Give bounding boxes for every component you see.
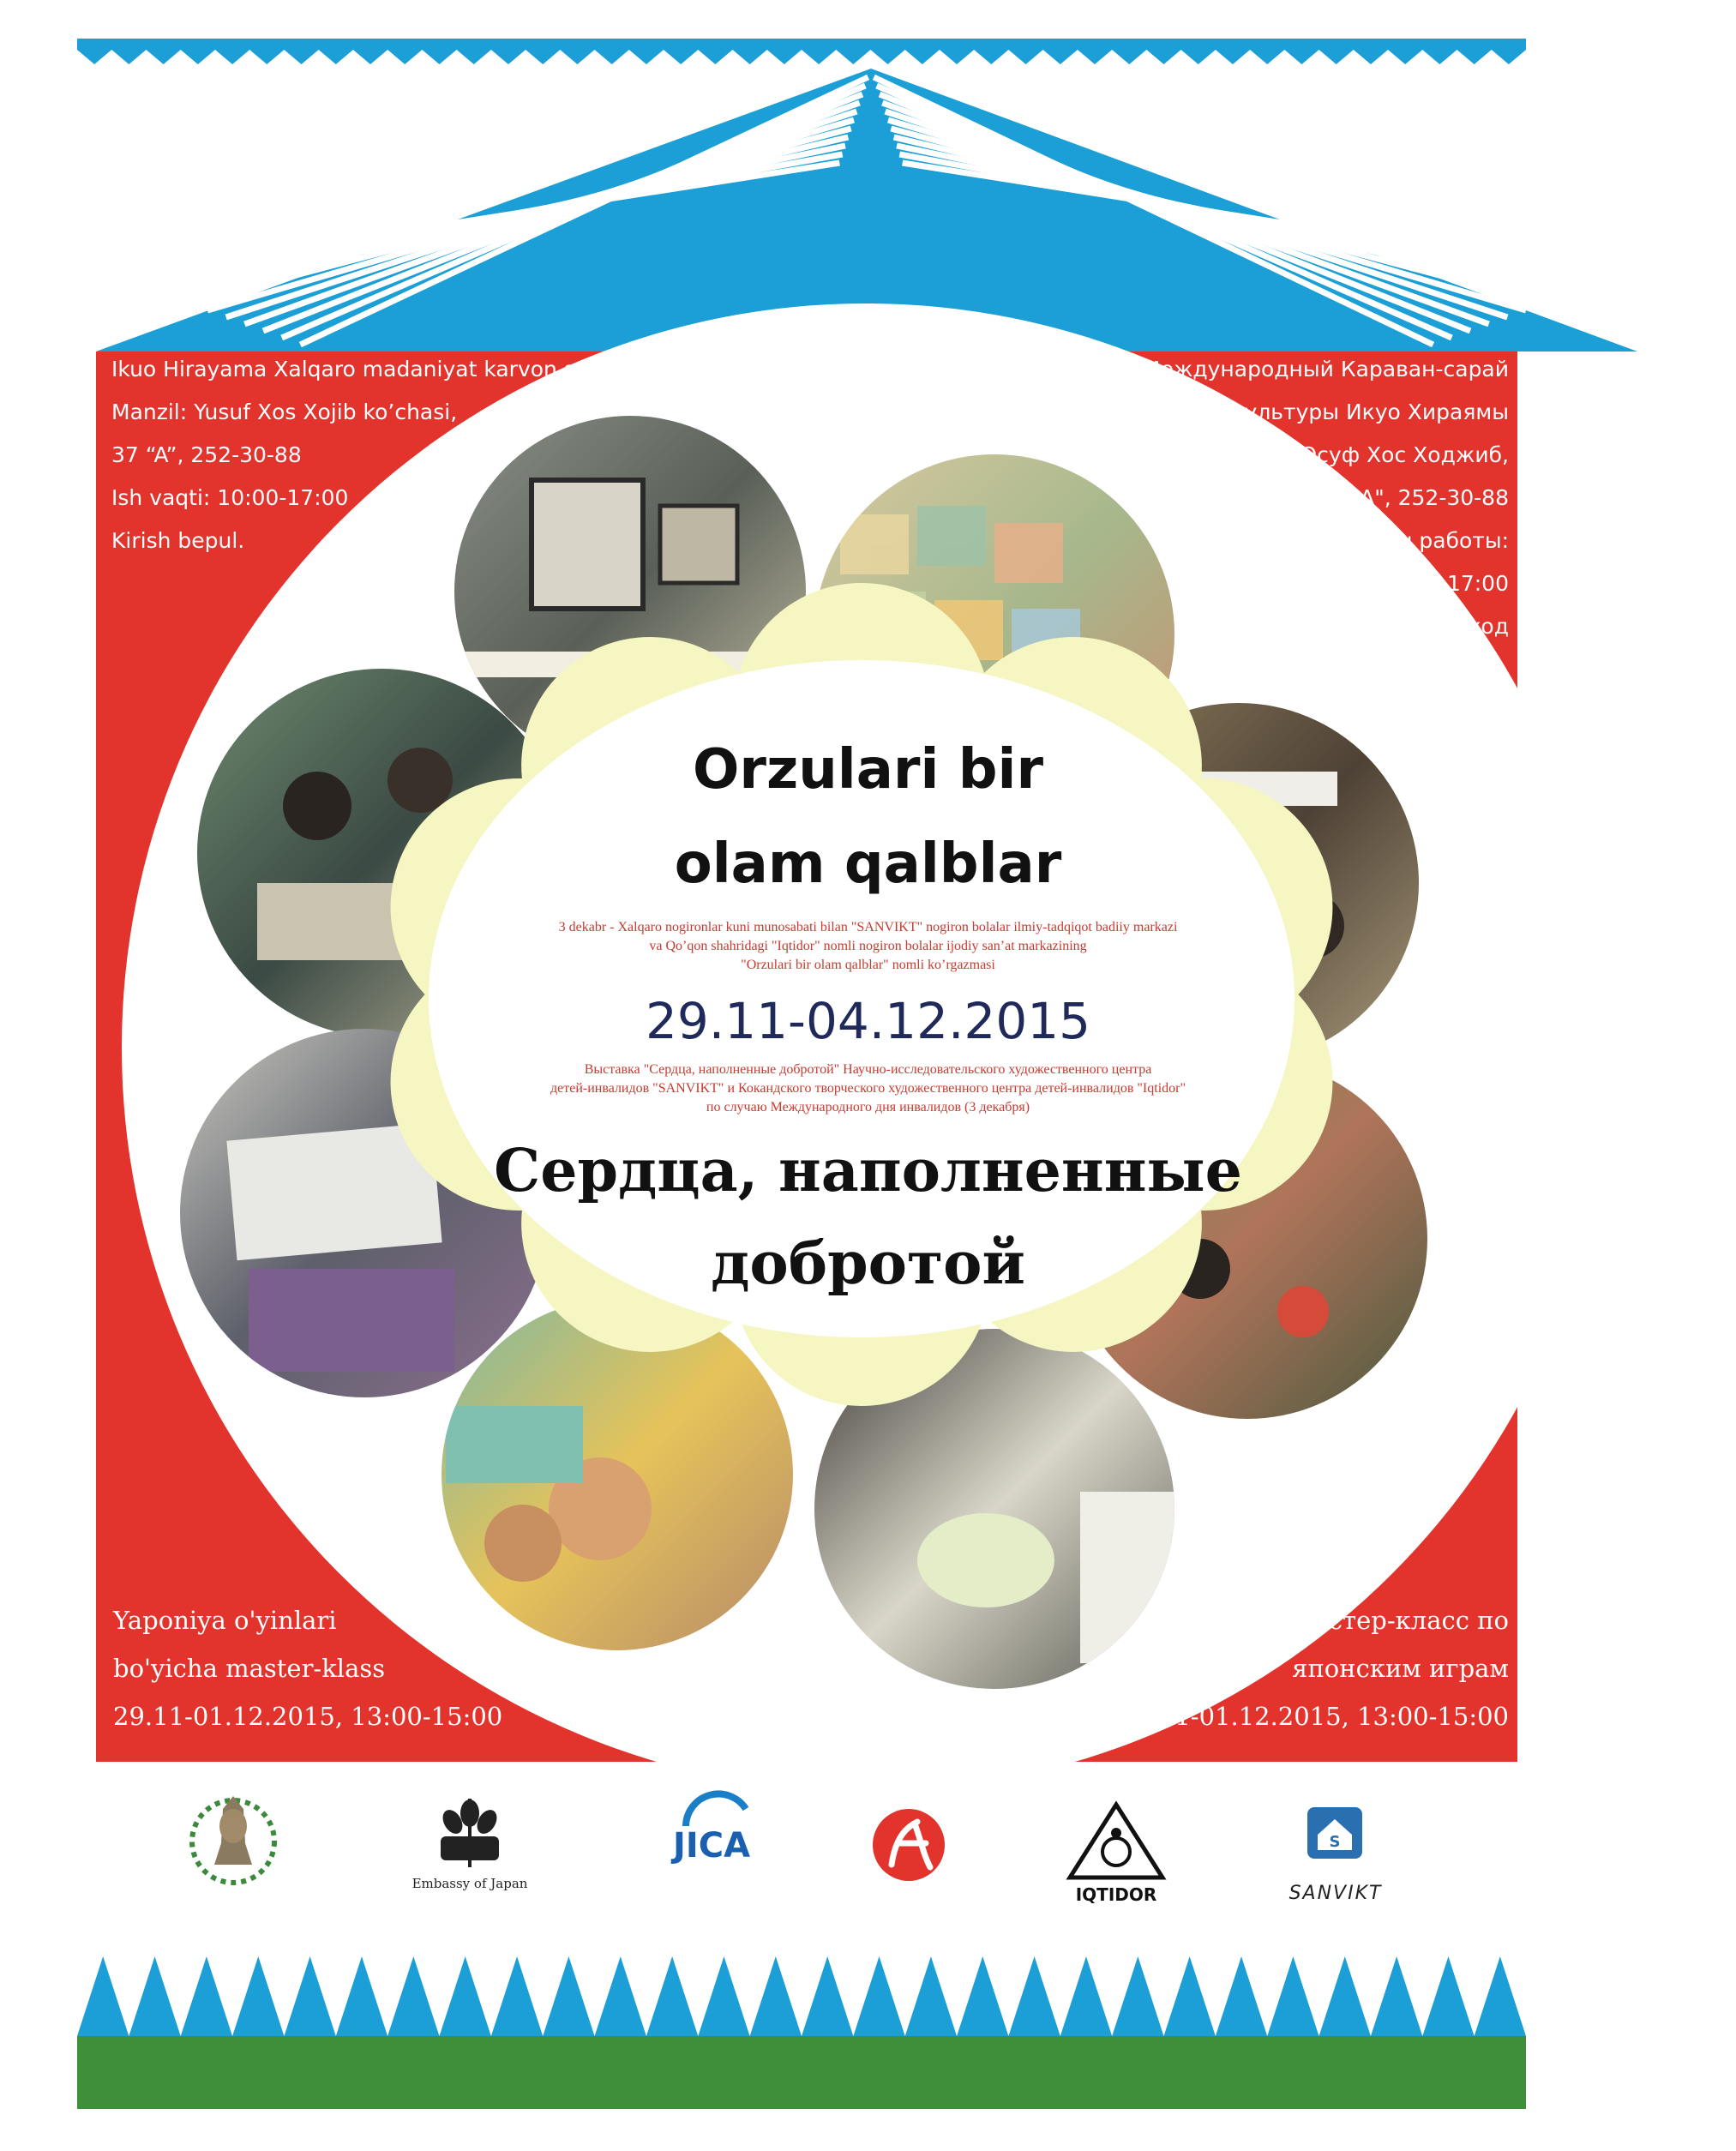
bottom-triangle-border [77,1956,1526,2036]
title-ru-line-1: Сердца, наполненные [494,1137,1242,1205]
desc-uz-line-3: "Orzulari bir olam qalblar" nomli ko’rgazmasi [741,958,995,972]
embassy-label: Embassy of Japan [411,1876,528,1891]
sanvikt-badge-letter: S [1329,1833,1341,1851]
masterclass-ru-line-2: японским играм [1292,1654,1509,1683]
masterclass-ru-dates: 29.11-01.12.2015, 13:00-15:00 [1119,1702,1509,1731]
logo-iqtidor [1070,1805,1162,1878]
sanvikt-label: SANVIKT [1288,1883,1383,1904]
masterclass-uz-dates: 29.11-01.12.2015, 13:00-15:00 [113,1702,503,1731]
right-info-line-3: Адрес: ул. Юсуф Хос Ходжиб, [1171,442,1509,467]
desc-uz-line-2: va Qo’qon shahridagi "Iqtidor" nomli nogiron bolalar ijodiy san’at markazining [649,939,1087,953]
desc-uz-line-1: 3 dekabr - Xalqaro nogironlar kuni munosabati bilan "SANVIKT" nogiron bolalar ilmiy-tadqiqot badiiy markazi [558,920,1178,934]
logo-museum-bust [192,1796,274,1883]
jica-label: JICA [672,1826,751,1866]
right-info-line-4: 37 "А", 252-30-88 [1315,485,1509,510]
exhibition-dates: 29.11-04.12.2015 [645,992,1091,1050]
logo-jica [686,1794,746,1826]
right-info-line-8: свободный. [1378,657,1509,682]
iqtidor-label: IQTIDOR [1075,1884,1157,1905]
green-ground [77,2036,1526,2109]
title-uz-line-2: olam qalblar [674,832,1062,896]
left-info-line-1: Ikuo Hirayama Xalqaro madaniyat karvon saroyi [111,357,628,382]
logo-embassy-of-japan [439,1799,501,1867]
right-info-line-5: Часы работы: [1355,528,1509,553]
top-zigzag-border [77,39,1526,64]
right-info-line-7: Вход [1453,614,1509,639]
desc-ru-line-1: Выставка "Сердца, наполненные добротой" Научно-исследовательского художественного центра [584,1062,1152,1077]
right-info-line-2: культуры Икуо Хираямы [1231,400,1509,424]
masterclass-uz-line-2: bo'yicha master-klass [113,1654,386,1683]
logo-red-circle [873,1809,945,1881]
left-info-line-5: Kirish bepul. [111,528,245,553]
left-info-line-3: 37 “A”, 252-30-88 [111,442,302,467]
title-ru-line-2: добротой [711,1229,1025,1298]
left-info-line-2: Manzil: Yusuf Xos Xojib ko’chasi, [111,400,458,424]
right-info-line-1: Международный Караван-сарай [1141,357,1509,382]
masterclass-ru-line-1: Мастер-класс по [1288,1606,1509,1635]
left-info-line-4: Ish vaqti: 10:00-17:00 [111,485,349,510]
right-info-line-6: 10:00-17:00 [1377,571,1509,596]
desc-ru-line-2: детей-инвалидов "SANVIKT" и Кокандского творческого художественного центра детей-инвалидов "Iqtidor" [550,1081,1186,1096]
masterclass-uz-line-1: Yaponiya o'yinlari [113,1606,337,1635]
title-uz-line-1: Orzulari bir [693,738,1043,802]
photo-petal-7 [442,1299,793,1650]
desc-ru-line-3: по случаю Международного дня инвалидов (3 декабря) [706,1100,1030,1115]
